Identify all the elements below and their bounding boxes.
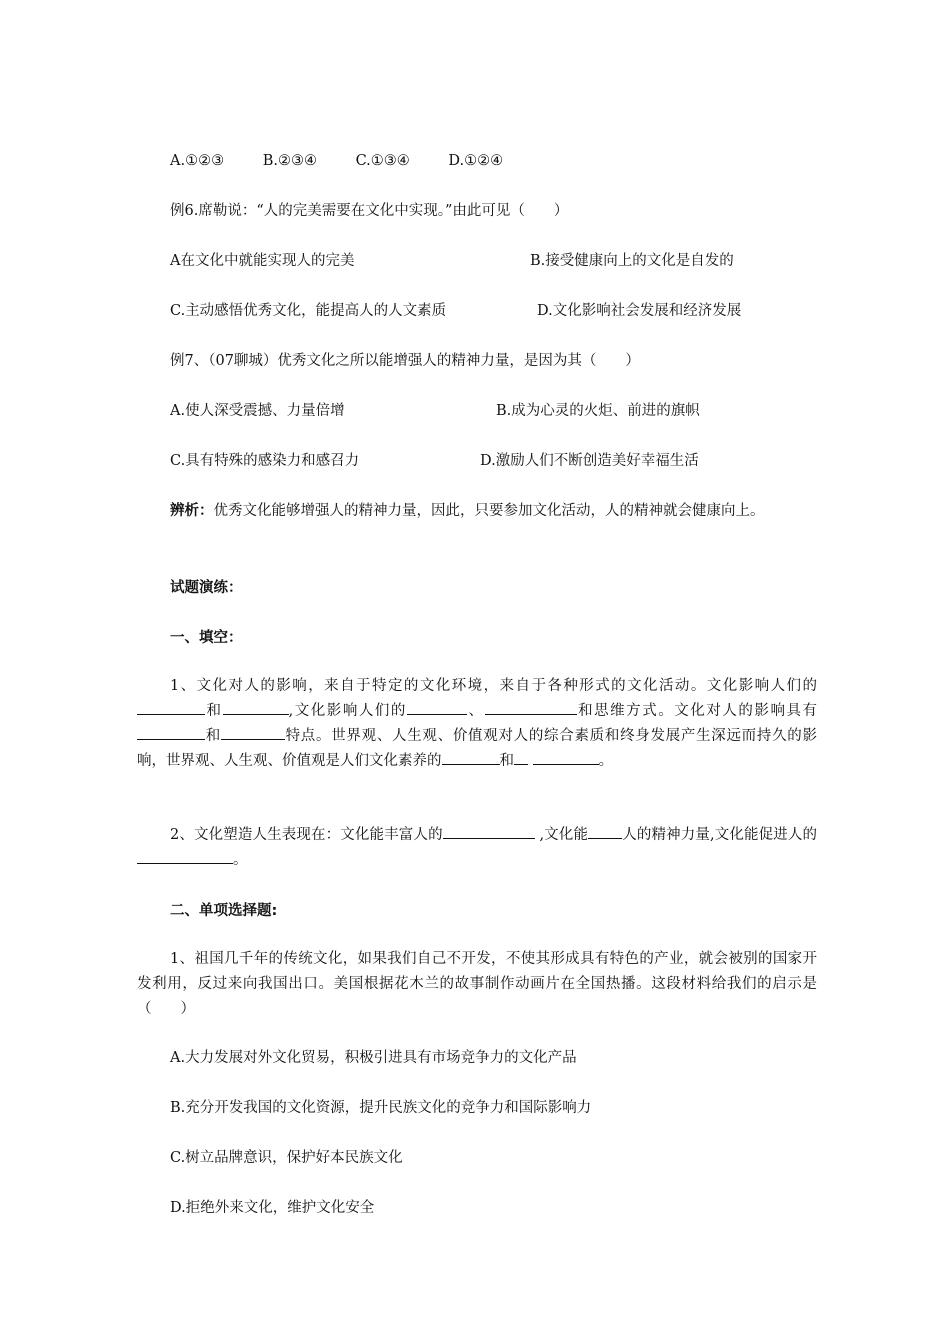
- example-6-stem: 例6.席勒说：“人的完美需要在文化中实现。”由此可见（ ）: [170, 203, 569, 219]
- fill-q1-text-5: 和思维方式。文化对人的影响具有: [576, 703, 818, 719]
- example-7-stem: 例7、（07聊城）优秀文化之所以能增强人的精神力量，是因为其（ ）: [170, 353, 640, 369]
- fill-q1-text-8: 和: [499, 753, 514, 769]
- fill-q1-blank-8a[interactable]: [514, 749, 528, 765]
- q5-option-c: C.①③④: [355, 153, 410, 169]
- single-choice-heading: 二、单项选择题:: [170, 903, 278, 919]
- example-6-option-d: D.文化影响社会发展和经济发展: [537, 303, 742, 319]
- fill-q2-blank-2[interactable]: [588, 823, 622, 839]
- fill-q1-text-1: 1、文化对人的影响，来自于特定的文化环境，来自于各种形式的文化活动。文化影响人们的: [170, 678, 817, 694]
- fill-q2-text-3: 人的精神力量,文化能促进人的: [622, 827, 818, 843]
- fill-q1-blank-7[interactable]: [442, 749, 500, 765]
- single-q1-option-c: C.树立品牌意识，保护好本民族文化: [170, 1150, 403, 1166]
- single-q1-option-b: B.充分开发我国的文化资源，提升民族文化的竞争力和国际影响力: [170, 1100, 592, 1116]
- analysis-label: 辨析：: [170, 503, 214, 519]
- single-q1-option-d: D.拒绝外来文化，维护文化安全: [170, 1200, 375, 1216]
- fill-q1-blank-8b[interactable]: [533, 749, 599, 765]
- fill-q1-text-9: 。: [598, 753, 614, 769]
- fill-q2-blank-1[interactable]: [443, 823, 535, 839]
- fill-q1-text-2: 和: [205, 703, 223, 719]
- fill-q1-blank-4[interactable]: [485, 699, 577, 715]
- example-6-option-b: B.接受健康向上的文化是自发的: [530, 253, 734, 269]
- example-6-option-c: C.主动感悟优秀文化，能提高人的人文素质: [170, 303, 447, 319]
- fill-q2-text-2: ,文化能: [534, 827, 589, 843]
- q5-option-b: B.②③④: [262, 153, 317, 169]
- q5-option-d: D.①②④: [448, 153, 504, 169]
- example-7-option-d: D.激励人们不断创造美好幸福生活: [480, 453, 699, 469]
- fill-q1-blank-6[interactable]: [221, 724, 285, 740]
- q5-options-row: [170, 151, 503, 171]
- analysis-paragraph: [137, 499, 817, 524]
- fill-q1-blank-1[interactable]: [137, 699, 205, 715]
- fill-q1-blank-3[interactable]: [407, 699, 467, 715]
- fill-q1-text-4: 、: [466, 703, 485, 719]
- fill-q1-text-7: 特点。世界观、人生观、价值观对人的综合素质和终身发展产生深远而持久的影响，世界观、人生观、价值观是人们文化素养的: [137, 728, 817, 769]
- q5-option-a: A.①②③: [170, 153, 225, 169]
- fill-question-1: [137, 674, 817, 774]
- single-question-1-stem: 1、祖国几千年的传统文化，如果我们自己不开发，不使其形成具有特色的产业，就会被别的国家开发利用，反过来向我国出口。美国根据花木兰的故事制作动画片在全国热播。这段材料给我们的启示是（ ）: [137, 951, 817, 1017]
- example-6-option-a: A在文化中就能实现人的完美: [170, 253, 355, 269]
- fill-q2-text-4: 。: [233, 852, 248, 868]
- analysis-text: 优秀文化能够增强人的精神力量，因此，只要参加文化活动，人的精神就会健康向上。: [213, 503, 765, 519]
- single-q1-option-a: A.大力发展对外文化贸易，积极引进具有市场竞争力的文化产品: [170, 1050, 577, 1066]
- fill-q2-text-1: 2、文化塑造人生表现在：文化能丰富人的: [170, 827, 443, 843]
- fill-q1-blank-2[interactable]: [223, 699, 289, 715]
- example-7-option-b: B.成为心灵的火炬、前进的旗帜: [496, 403, 700, 419]
- fill-question-2: [137, 823, 817, 873]
- practice-title: 试题演练：: [170, 580, 243, 596]
- fill-heading: 一、填空：: [170, 630, 243, 646]
- fill-q1-text-3: ,文化影响人们的: [288, 703, 407, 719]
- example-7-option-c: C.具有特殊的感染力和感召力: [170, 453, 360, 469]
- fill-q1-blank-5[interactable]: [137, 724, 205, 740]
- fill-q2-blank-3[interactable]: [137, 848, 233, 864]
- fill-q1-text-6: 和: [205, 728, 221, 744]
- example-7-option-a: A.使人深受震撼、力量倍增: [170, 403, 345, 419]
